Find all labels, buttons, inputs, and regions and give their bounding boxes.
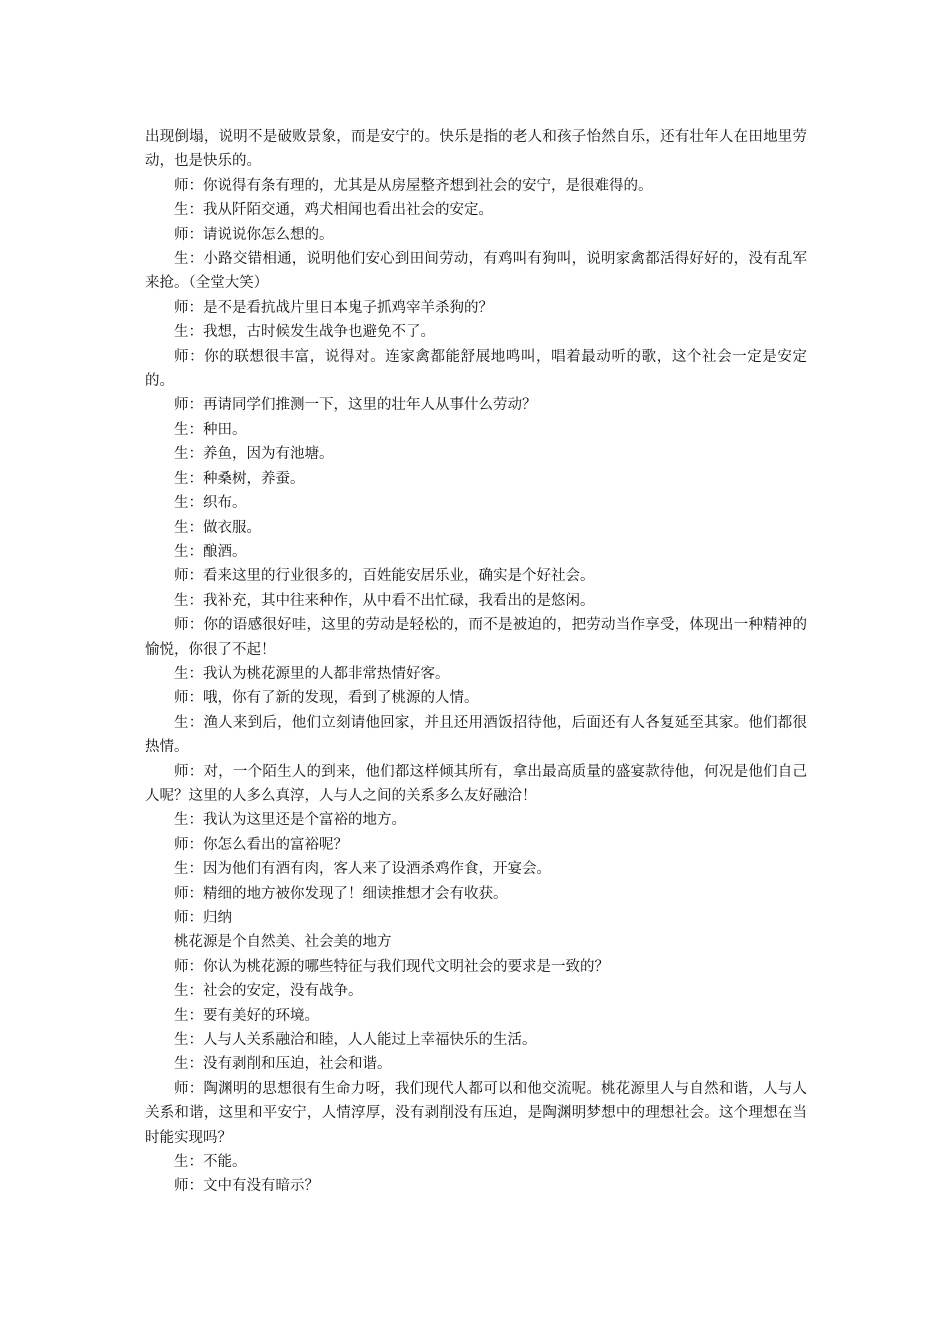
- paragraph: 生：我认为这里还是个富裕的地方。: [174, 812, 406, 829]
- paragraph: 生：种桑树，养蚕。: [174, 470, 305, 487]
- paragraph: 生：我从阡陌交通，鸡犬相闻也看出社会的安定。: [174, 202, 493, 219]
- paragraph: 生：织布。: [174, 495, 247, 512]
- paragraph: 师：精细的地方被你发现了！细读推想才会有收获。: [174, 885, 508, 902]
- paragraph: 生：做衣服。: [174, 519, 261, 536]
- paragraph: 生：我补充，其中往来种作，从中看不出忙碌，我看出的是悠闲。: [174, 592, 595, 609]
- paragraph: 师：你认为桃花源的哪些特征与我们现代文明社会的要求是一致的？: [174, 958, 609, 975]
- paragraph: 师：归纳: [174, 910, 232, 926]
- paragraph: 师：再请同学们推测一下，这里的壮年人从事什么劳动？: [174, 397, 537, 414]
- paragraph: 生：养鱼，因为有池塘。: [174, 446, 334, 463]
- paragraph: 生：人与人关系融洽和睦，人人能过上幸福快乐的生活。: [174, 1032, 537, 1049]
- paragraph: 师：你的语感很好哇，这里的劳动是轻松的，而不是被迫的，把劳动当作享受，体现出一种精神的愉悦，你很了不起！: [145, 617, 807, 658]
- document-body: [145, 125, 807, 1199]
- paragraph: 生：没有剥削和压迫，社会和谐。: [174, 1056, 392, 1073]
- paragraph: 生：酿酒。: [174, 543, 247, 560]
- paragraph: 师：你的联想很丰富，说得对。连家禽都能舒展地鸣叫，唱着最动听的歌，这个社会一定是安定的。: [145, 348, 807, 390]
- paragraph: 师：看来这里的行业很多的，百姓能安居乐业，确实是个好社会。: [174, 568, 595, 585]
- paragraph: 师：请说说你怎么想的。: [174, 226, 334, 243]
- paragraph: 师：是不是看抗战片里日本鬼子抓鸡宰羊杀狗的？: [174, 299, 493, 316]
- paragraph: 生：因为他们有酒有肉，客人来了设酒杀鸡作食，开宴会。: [174, 861, 551, 878]
- paragraph: 生：小路交错相通，说明他们安心到田间劳动，有鸡叫有狗叫，说明家禽都活得好好的，没有乱军来抢。（全堂大笑）: [145, 251, 807, 292]
- paragraph: 出现倒塌，说明不是破败景象，而是安宁的。快乐是指的老人和孩子怡然自乐，还有壮年人在田地里劳动，也是快乐的。: [145, 129, 807, 170]
- paragraph: 生：我想，古时候发生战争也避免不了。: [174, 324, 435, 341]
- paragraph: 生：要有美好的环境。: [174, 1007, 319, 1024]
- paragraph: 生：不能。: [174, 1154, 247, 1171]
- paragraph: 师：哦，你有了新的发现，看到了桃源的人情。: [174, 690, 479, 707]
- paragraph: 桃花源是个自然美、社会美的地方: [174, 934, 392, 951]
- paragraph: 师：你说得有条有理的，尤其是从房屋整齐想到社会的安宁，是很难得的。: [174, 177, 653, 194]
- paragraph: 生：种田。: [174, 421, 247, 438]
- paragraph: 师：对，一个陌生人的到来，他们都这样倾其所有，拿出最高质量的盛宴款待他，何况是他们自己人呢？这里的人多么真淳，人与人之间的关系多么友好融洽！: [145, 763, 807, 804]
- paragraph: 师：你怎么看出的富裕呢？: [174, 836, 348, 853]
- paragraph: 生：我认为桃花源里的人都非常热情好客。: [174, 665, 450, 682]
- paragraph: 师：陶渊明的思想很有生命力呀，我们现代人都可以和他交流呢。桃花源里人与自然和谐，人与人关系和谐，这里和平安宁，人情淳厚，没有剥削没有压迫，是陶渊明梦想中的理想社会。这个理想在当时能实现吗？: [145, 1080, 807, 1146]
- paragraph: 生：渔人来到后，他们立刻请他回家，并且还用酒饭招待他，后面还有人各复延至其家。他们都很热情。: [145, 714, 807, 756]
- paragraph: 生：社会的安定，没有战争。: [174, 983, 363, 1000]
- paragraph: 师：文中有没有暗示？: [174, 1178, 319, 1195]
